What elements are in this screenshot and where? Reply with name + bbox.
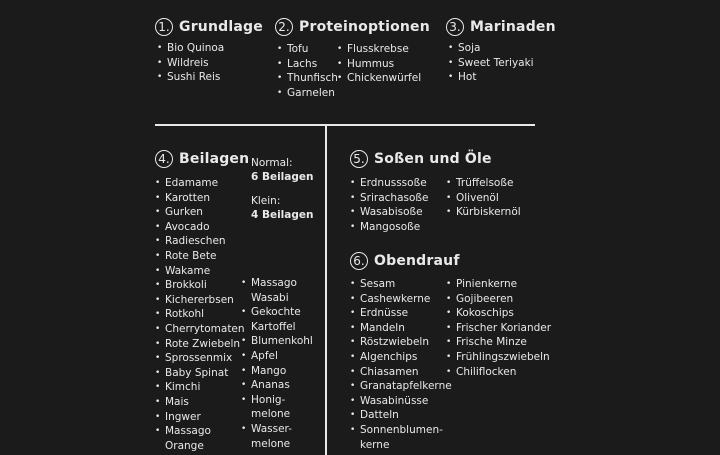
list-item: • Granatapfelkerne bbox=[350, 379, 452, 394]
list-item: • Mandeln bbox=[350, 321, 452, 336]
item-list bbox=[350, 176, 428, 234]
list-item: • Pinienkerne bbox=[446, 277, 551, 292]
list-item: • Hummus bbox=[337, 57, 421, 72]
list-item: • Garnelen bbox=[277, 86, 338, 101]
list-item: • Datteln bbox=[350, 408, 452, 423]
list-item: • Wasabinüsse bbox=[350, 394, 452, 409]
list-item bbox=[155, 424, 245, 453]
list-item: • Erdnusssoße bbox=[350, 176, 428, 191]
list-item: • Gurken bbox=[155, 205, 245, 220]
list-item bbox=[241, 276, 313, 305]
item-list bbox=[350, 277, 452, 452]
section-header bbox=[350, 150, 550, 168]
list-item-line: Honig- bbox=[251, 393, 286, 406]
item-list bbox=[277, 42, 338, 100]
list-item: • Mango bbox=[241, 364, 313, 379]
list-item: • Kimchi bbox=[155, 380, 245, 395]
section-title: Soßen und Öle bbox=[374, 151, 492, 167]
section-header bbox=[446, 18, 556, 36]
list-item: • Algenchips bbox=[350, 350, 452, 365]
list-item-line: Kartoffel bbox=[251, 320, 296, 333]
list-item: • Rote Bete bbox=[155, 249, 245, 264]
item-list bbox=[155, 176, 245, 453]
list-item: • Chickenwürfel bbox=[337, 71, 421, 86]
list-item bbox=[350, 423, 452, 452]
section-beilagen bbox=[155, 150, 320, 455]
list-item: • Kokoschips bbox=[446, 306, 551, 321]
list-item-line: Massago bbox=[251, 277, 297, 289]
section-obendrauf bbox=[350, 252, 570, 452]
section-proteinoptionen bbox=[275, 18, 455, 113]
size-note-klein bbox=[251, 194, 313, 222]
list-item: • Cherrytomaten bbox=[155, 322, 245, 337]
item-list bbox=[157, 41, 263, 85]
vertical-divider bbox=[325, 126, 327, 455]
size-note-normal bbox=[251, 156, 313, 184]
list-item: • Blumenkohl bbox=[241, 334, 313, 349]
list-item: • Edamame bbox=[155, 176, 245, 191]
list-item: • Thunfisch bbox=[277, 71, 338, 86]
section-marinaden bbox=[446, 18, 556, 85]
item-list bbox=[241, 276, 313, 451]
list-item: • Rotkohl bbox=[155, 307, 245, 322]
section-title: Marinaden bbox=[470, 19, 556, 35]
item-list bbox=[448, 41, 556, 85]
section-title: Grundlage bbox=[179, 19, 263, 35]
list-item: • Wakame bbox=[155, 264, 245, 279]
list-item: • Frische Minze bbox=[446, 335, 551, 350]
list-item: • Wildreis bbox=[157, 56, 263, 71]
section-grundlage bbox=[155, 18, 263, 85]
list-item: • Wasabisoße bbox=[350, 205, 428, 220]
section-title: Obendrauf bbox=[374, 253, 460, 269]
list-item: • Cashewkerne bbox=[350, 292, 452, 307]
section-header bbox=[350, 252, 570, 270]
horizontal-divider bbox=[155, 124, 535, 126]
list-item-line: melone bbox=[251, 437, 291, 450]
step-number: 3. bbox=[446, 18, 464, 36]
list-item: • Lachs bbox=[277, 57, 338, 72]
normal-label: Normal: bbox=[251, 157, 293, 169]
step-number: 1. bbox=[155, 18, 173, 36]
normal-value: 6 Beilagen bbox=[251, 171, 314, 183]
item-list bbox=[337, 42, 421, 86]
list-item: • Mais bbox=[155, 395, 245, 410]
list-item: • Brokkoli bbox=[155, 278, 245, 293]
list-item-line: melone bbox=[251, 408, 291, 421]
list-item: • Gojibeeren bbox=[446, 292, 551, 307]
list-item: • Erdnüsse bbox=[350, 306, 452, 321]
list-item: • Tofu bbox=[277, 42, 338, 57]
list-item: • Sesam bbox=[350, 277, 452, 292]
list-item: • Sushi Reis bbox=[157, 70, 263, 85]
section-header bbox=[275, 18, 455, 36]
list-item: • Baby Spinat bbox=[155, 366, 245, 381]
step-number: 2. bbox=[275, 18, 293, 36]
section-title: Beilagen bbox=[179, 151, 250, 167]
list-item: • Hot bbox=[448, 70, 556, 85]
section-header bbox=[155, 18, 263, 36]
list-item: • Trüffelsoße bbox=[446, 176, 521, 191]
list-item: • Frühlingszwiebeln bbox=[446, 350, 551, 365]
list-item: • Chiliflocken bbox=[446, 365, 551, 380]
item-list bbox=[446, 176, 521, 220]
list-item: • Bio Quinoa bbox=[157, 41, 263, 56]
list-item bbox=[241, 305, 313, 334]
list-item: • Frischer Koriander bbox=[446, 321, 551, 336]
list-item-line: Wasser- bbox=[251, 422, 292, 435]
item-list bbox=[446, 277, 551, 379]
step-number: 6. bbox=[350, 252, 368, 270]
list-item: • Karotten bbox=[155, 191, 245, 206]
list-item: • Kichererbsen bbox=[155, 293, 245, 308]
list-item bbox=[241, 422, 313, 451]
list-item: • Mangosoße bbox=[350, 220, 428, 235]
list-item: • Ingwer bbox=[155, 410, 245, 425]
list-item: • Flusskrebse bbox=[337, 42, 421, 57]
list-item: • Chiasamen bbox=[350, 365, 452, 380]
list-item bbox=[241, 393, 313, 422]
section-title: Proteinoptionen bbox=[299, 19, 430, 35]
list-item-line: Sonnenblumen- bbox=[360, 423, 443, 436]
step-number: 5. bbox=[350, 150, 368, 168]
list-item: • Ananas bbox=[241, 378, 313, 393]
list-item-line: kerne bbox=[360, 438, 390, 451]
step-number: 4. bbox=[155, 150, 173, 168]
list-item: • Radieschen bbox=[155, 234, 245, 249]
list-item-line: Massago bbox=[165, 425, 211, 438]
klein-value: 4 Beilagen bbox=[251, 209, 314, 221]
list-item: • Olivenöl bbox=[446, 191, 521, 206]
section-sossen-und-oele bbox=[350, 150, 550, 240]
list-item: • Apfel bbox=[241, 349, 313, 364]
klein-label: Klein: bbox=[251, 195, 281, 207]
list-item: • Kürbiskernöl bbox=[446, 205, 521, 220]
list-item: • Avocado bbox=[155, 220, 245, 235]
list-item: • Sprossenmix bbox=[155, 351, 245, 366]
list-item: • Rote Zwiebeln bbox=[155, 337, 245, 352]
list-item: • Srirachasoße bbox=[350, 191, 428, 206]
list-item: • Soja bbox=[448, 41, 556, 56]
list-item-line: Gekochte bbox=[251, 306, 301, 319]
list-item-line: Orange bbox=[165, 439, 204, 452]
list-item: • Röstzwiebeln bbox=[350, 335, 452, 350]
list-item-line: Wasabi bbox=[251, 291, 289, 304]
list-item: • Sweet Teriyaki bbox=[448, 56, 556, 71]
